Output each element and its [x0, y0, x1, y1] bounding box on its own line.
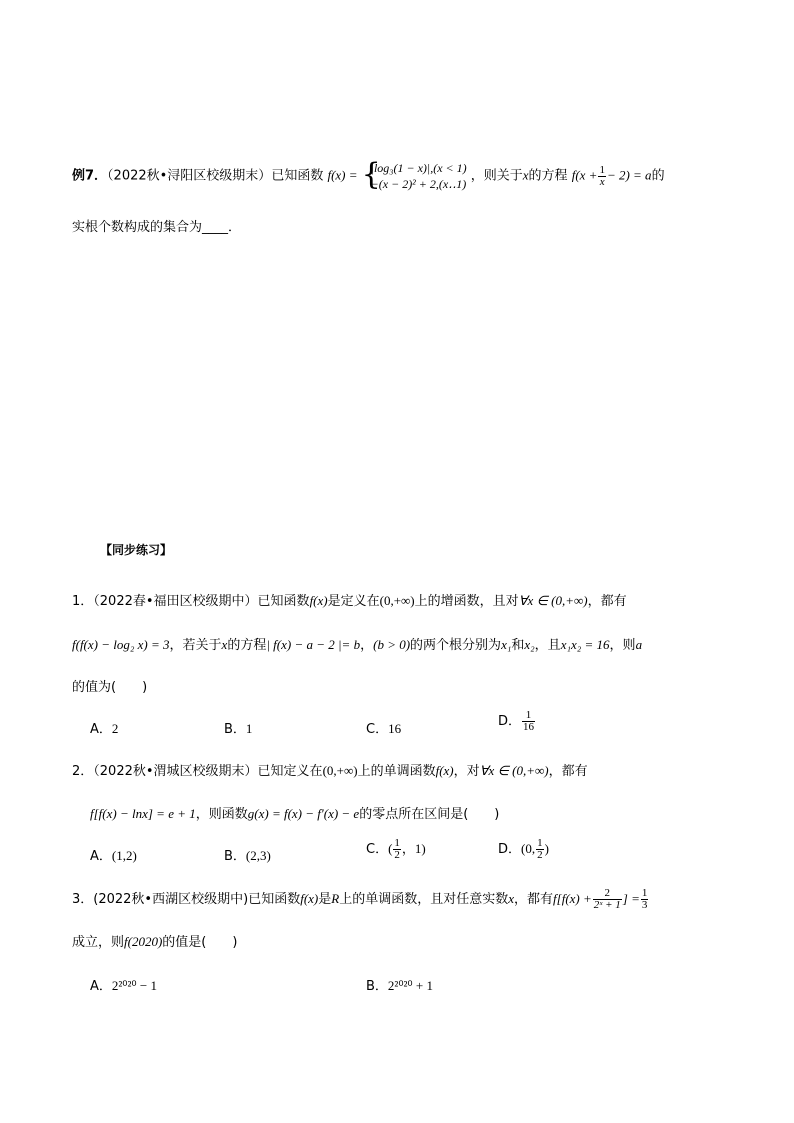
- fraction: $\frac{1}{x}$: [599, 163, 605, 188]
- math: | f(x) − a − 2 |= b: [266, 637, 361, 652]
- math: f[f(x) +: [553, 891, 592, 906]
- text: 上的单调函数，且对任意实数: [339, 892, 509, 907]
- math: f[f(x) − lnx] = e + 1: [90, 806, 196, 821]
- math: f(f(x) − log₂ x) = 3: [72, 637, 170, 652]
- question-number: 2．: [72, 764, 94, 779]
- text: ，都有: [548, 764, 588, 779]
- text: 上的单调函数: [357, 764, 436, 779]
- math: x: [221, 637, 228, 652]
- text: 已知函数: [271, 168, 324, 184]
- piece-case-1: |log₃(1 − x)|,(x < 1): [370, 161, 467, 175]
- text: ，若关于: [169, 638, 222, 653]
- question-3-line-1: [72, 888, 649, 911]
- fraction: $\frac{2}{\text{2ˣ + 1}}$: [593, 887, 621, 911]
- text: 上的增函数，且对: [414, 594, 519, 609]
- text: 的: [651, 168, 665, 184]
- math: f(2020): [124, 934, 163, 949]
- q2-option-a[interactable]: A．(1,2): [90, 848, 137, 864]
- section-title: 【同步练习】: [100, 543, 173, 557]
- text: 是: [318, 892, 332, 907]
- example-label: 例7．: [72, 168, 108, 184]
- question-source: （2022秋•渭城区校级期末）: [93, 764, 258, 779]
- example-7-line-1: [72, 157, 665, 192]
- math: R: [331, 891, 340, 906]
- text: 已知函数: [257, 594, 310, 609]
- math: a: [635, 637, 643, 652]
- text: ，对: [453, 764, 480, 779]
- math: (0,+∞): [379, 593, 415, 608]
- math: x₁: [501, 637, 512, 652]
- q1-option-d[interactable]: D． $\frac{1}{16}$: [498, 709, 535, 733]
- math: g(x) = f(x) − f′(x) − e: [247, 806, 360, 821]
- text: ，: [360, 638, 374, 653]
- math: x: [508, 891, 515, 906]
- math: (b > 0): [373, 637, 411, 652]
- q1-option-c[interactable]: C．16: [366, 721, 402, 737]
- q2-option-d[interactable]: D．(0, $\frac{1}{2}$ ): [498, 837, 549, 861]
- text: 成立，则: [72, 935, 125, 950]
- equation-lhs: f(x +: [571, 167, 598, 183]
- text: 的方程: [528, 168, 568, 184]
- q1-option-a[interactable]: A．2: [90, 721, 119, 737]
- question-source: (2022秋•西湖区校级期中): [93, 892, 249, 907]
- question-number: 1．: [72, 594, 94, 609]
- q3-option-b[interactable]: B．2²⁰²⁰ + 1: [366, 978, 433, 994]
- q2-option-c[interactable]: C．( $\frac{1}{2}$ ，1): [366, 837, 426, 861]
- text: 是定义在: [327, 594, 380, 609]
- question-2-line-1: [72, 760, 588, 779]
- text: ，则函数: [195, 807, 248, 822]
- question-source: （2022春•福田区校级期中）: [93, 594, 258, 609]
- question-3-line-2: [72, 931, 237, 950]
- text: ，则关于: [470, 168, 523, 184]
- text: 的两个根分别为: [410, 638, 502, 653]
- text: 已知函数: [248, 892, 301, 907]
- piece-case-2: −(x − 2)² + 2,(x‥1): [370, 177, 467, 191]
- q2-option-b[interactable]: B．(2,3): [224, 848, 271, 864]
- text: ，且: [534, 638, 561, 653]
- text: ，都有: [587, 594, 627, 609]
- q1-option-b[interactable]: B．1: [224, 721, 253, 737]
- fraction: $\frac{1}{3}$: [641, 887, 648, 911]
- var: x: [522, 167, 529, 183]
- question-2-line-2: [90, 803, 499, 822]
- text: 和: [511, 638, 525, 653]
- math: x₁x₂ = 16: [560, 637, 610, 652]
- text: ，都有: [514, 892, 554, 907]
- piecewise-function: { |log₃(1 − x)|,(x < 1) −(x − 2)² + 2,(x‥1): [361, 157, 467, 192]
- math: f(x): [300, 891, 319, 906]
- math: f(x): [309, 593, 328, 608]
- text: 已知定义在: [257, 764, 323, 779]
- math: x₂: [524, 637, 535, 652]
- text: 的值是( ): [162, 935, 238, 950]
- math: ] =: [622, 891, 640, 906]
- text: 的零点所在区间是( ): [359, 807, 500, 822]
- math: ∀x ∈ (0,+∞): [479, 763, 549, 778]
- example-source: （2022秋•浔阳区校级期末）: [107, 168, 272, 184]
- math: ∀x ∈ (0,+∞): [518, 593, 588, 608]
- question-1-line-3: 的值为( ): [72, 680, 148, 695]
- example-7-line-2: 实根个数构成的集合为____．: [72, 220, 242, 235]
- question-1-line-1: [72, 590, 627, 609]
- math: (0,+∞): [322, 763, 358, 778]
- q3-option-a[interactable]: A．2²⁰²⁰ − 1: [90, 978, 157, 994]
- math: f(x): [435, 763, 454, 778]
- text: 的方程: [227, 638, 267, 653]
- equation-rhs: − 2) = a: [606, 167, 652, 183]
- question-number: 3．: [72, 892, 94, 907]
- text: ，则: [609, 638, 636, 653]
- function-lhs: f(x) =: [327, 167, 358, 183]
- question-1-line-2: [72, 634, 642, 653]
